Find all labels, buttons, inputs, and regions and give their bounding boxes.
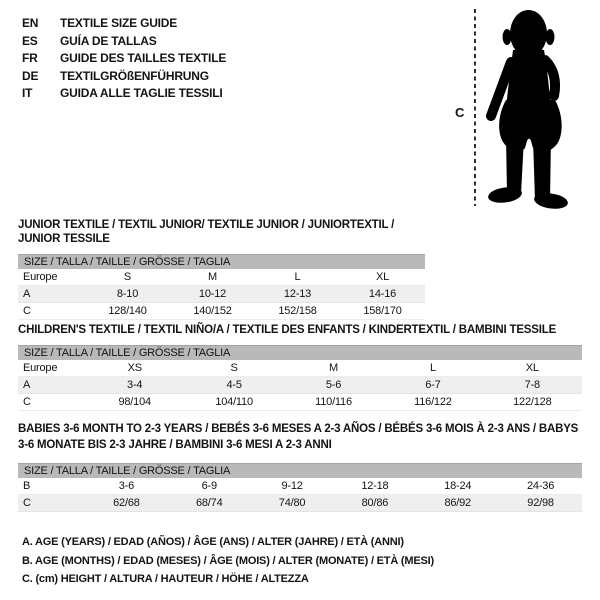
childrens-textile-section bbox=[18, 323, 582, 411]
footnote-line: A. AGE (YEARS) / EDAD (AÑOS) / ÂGE (ANS) / ALTER (JAHRE) / ETÀ (ANNI) bbox=[22, 536, 404, 548]
cell-value: 7-8 bbox=[524, 379, 540, 391]
cell-value: S bbox=[123, 271, 132, 283]
row-label: Europe bbox=[23, 271, 58, 283]
row-label: C bbox=[23, 497, 31, 509]
row-label: Europe bbox=[23, 362, 58, 374]
language-title: TEXTILE SIZE GUIDE bbox=[60, 16, 178, 30]
size-header: SIZE / TALLA / TAILLE / GRÖSSE / TAGLIA bbox=[18, 345, 582, 360]
cell-value: 128/140 bbox=[108, 305, 147, 317]
language-code: ES bbox=[22, 33, 38, 48]
babies-textile-section bbox=[18, 422, 582, 512]
cell-value: 98/104 bbox=[118, 396, 151, 408]
table-title: BABIES 3-6 MONTH TO 2-3 YEARS / BEBÉS 3-6 MESES A 2-3 AÑOS / BÉBÉS 3-6 MOIS À 2-3 ANS / BABYS 3-6 MONATE BIS 2-3 JAHRE / BAMBINI 3-6 MESI A 2-3 ANNI bbox=[18, 423, 579, 451]
cell-value: XS bbox=[127, 362, 142, 374]
table-rows bbox=[18, 269, 425, 320]
language-code: DE bbox=[22, 68, 39, 83]
cell-value: 8-10 bbox=[116, 288, 139, 300]
cell-value: L bbox=[429, 362, 436, 374]
cell-value: 110/116 bbox=[315, 396, 352, 408]
cell-value: M bbox=[208, 271, 217, 283]
cell-value: 12-13 bbox=[283, 288, 312, 300]
cell-value: M bbox=[329, 362, 338, 374]
language-code: IT bbox=[22, 86, 33, 101]
table-row bbox=[18, 495, 582, 512]
language-code: EN bbox=[22, 16, 39, 30]
language-title: GUÍA DE TALLAS bbox=[60, 33, 157, 48]
size-header: SIZE / TALLA / TAILLE / GRÖSSE / TAGLIA bbox=[18, 463, 582, 478]
footnotes bbox=[22, 533, 434, 589]
language-row bbox=[22, 15, 226, 33]
table-rows bbox=[18, 478, 582, 512]
cell-value: 122/128 bbox=[513, 396, 552, 408]
cell-value: 104/110 bbox=[215, 396, 253, 408]
cell-value: L bbox=[294, 271, 301, 283]
baby-silhouette-icon bbox=[484, 8, 576, 210]
table-row bbox=[18, 360, 582, 377]
height-measure-line bbox=[474, 9, 476, 206]
cell-value: 152/158 bbox=[278, 305, 317, 317]
cell-value: XL bbox=[375, 271, 390, 283]
row-label: B bbox=[23, 480, 31, 492]
cell-value: 74/80 bbox=[278, 497, 306, 509]
language-row bbox=[22, 33, 226, 51]
row-label: A bbox=[23, 379, 31, 391]
table-row bbox=[18, 478, 582, 495]
table-rows bbox=[18, 360, 582, 411]
table-row bbox=[18, 394, 582, 411]
table-row bbox=[18, 303, 425, 320]
cell-value: 116/122 bbox=[414, 396, 452, 408]
cell-value: 14-16 bbox=[368, 288, 397, 300]
cell-value: 158/170 bbox=[363, 305, 402, 317]
cell-value: 3-6 bbox=[118, 480, 135, 492]
table-row bbox=[18, 286, 425, 303]
language-guide bbox=[22, 15, 226, 103]
footnote-line: B. AGE (MONTHS) / EDAD (MESES) / ÂGE (MOIS) / ALTER (MONATE) / ETÀ (MESI) bbox=[22, 554, 434, 567]
cell-value: 140/152 bbox=[193, 305, 232, 317]
language-row bbox=[22, 50, 226, 68]
cell-value: 86/92 bbox=[444, 497, 471, 509]
language-title: TEXTILGRÖßENFÜHRUNG bbox=[60, 68, 209, 83]
table-title: JUNIOR TEXTILE / TEXTIL JUNIOR/ TEXTILE JUNIOR / JUNIORTEXTIL / JUNIOR TESSILE bbox=[18, 219, 395, 245]
cell-value: XL bbox=[525, 362, 539, 374]
cell-value: S bbox=[230, 362, 238, 374]
cell-value: 9-12 bbox=[281, 480, 303, 492]
cell-value: 4-5 bbox=[226, 379, 242, 391]
size-header: SIZE / TALLA / TAILLE / GRÖSSE / TAGLIA bbox=[18, 254, 425, 269]
junior-textile-section bbox=[18, 218, 425, 320]
cell-value: 12-18 bbox=[361, 480, 389, 492]
table-title: CHILDREN'S TEXTILE / TEXTIL NIÑO/A / TEXTILE DES ENFANTS / KINDERTEXTIL / BAMBINI TESSILE bbox=[18, 324, 557, 336]
cell-value: 80/86 bbox=[361, 497, 389, 509]
cell-value: 10-12 bbox=[198, 288, 227, 300]
footnote-line: C. (cm) HEIGHT / ALTURA / HAUTEUR / HÖHE / ALTEZZA bbox=[22, 573, 309, 585]
language-row bbox=[22, 68, 226, 86]
table-row bbox=[18, 269, 425, 286]
row-label: C bbox=[23, 396, 31, 408]
language-title: GUIDA ALLE TAGLIE TESSILI bbox=[60, 86, 223, 101]
height-marker-label: C bbox=[455, 105, 465, 120]
cell-value: 24-36 bbox=[526, 480, 555, 492]
cell-value: 6-9 bbox=[201, 480, 217, 492]
row-label: A bbox=[23, 288, 31, 300]
language-code: FR bbox=[22, 51, 38, 66]
cell-value: 5-6 bbox=[325, 379, 342, 391]
cell-value: 18-24 bbox=[444, 480, 472, 492]
language-row bbox=[22, 85, 226, 103]
cell-value: 92/98 bbox=[527, 497, 554, 509]
language-title: GUIDE DES TAILLES TEXTILE bbox=[60, 51, 227, 66]
row-label: C bbox=[23, 305, 31, 317]
cell-value: 3-4 bbox=[127, 379, 143, 391]
cell-value: 68/74 bbox=[195, 497, 223, 509]
cell-value: 62/68 bbox=[113, 497, 140, 509]
table-row bbox=[18, 377, 582, 394]
cell-value: 6-7 bbox=[425, 379, 441, 391]
